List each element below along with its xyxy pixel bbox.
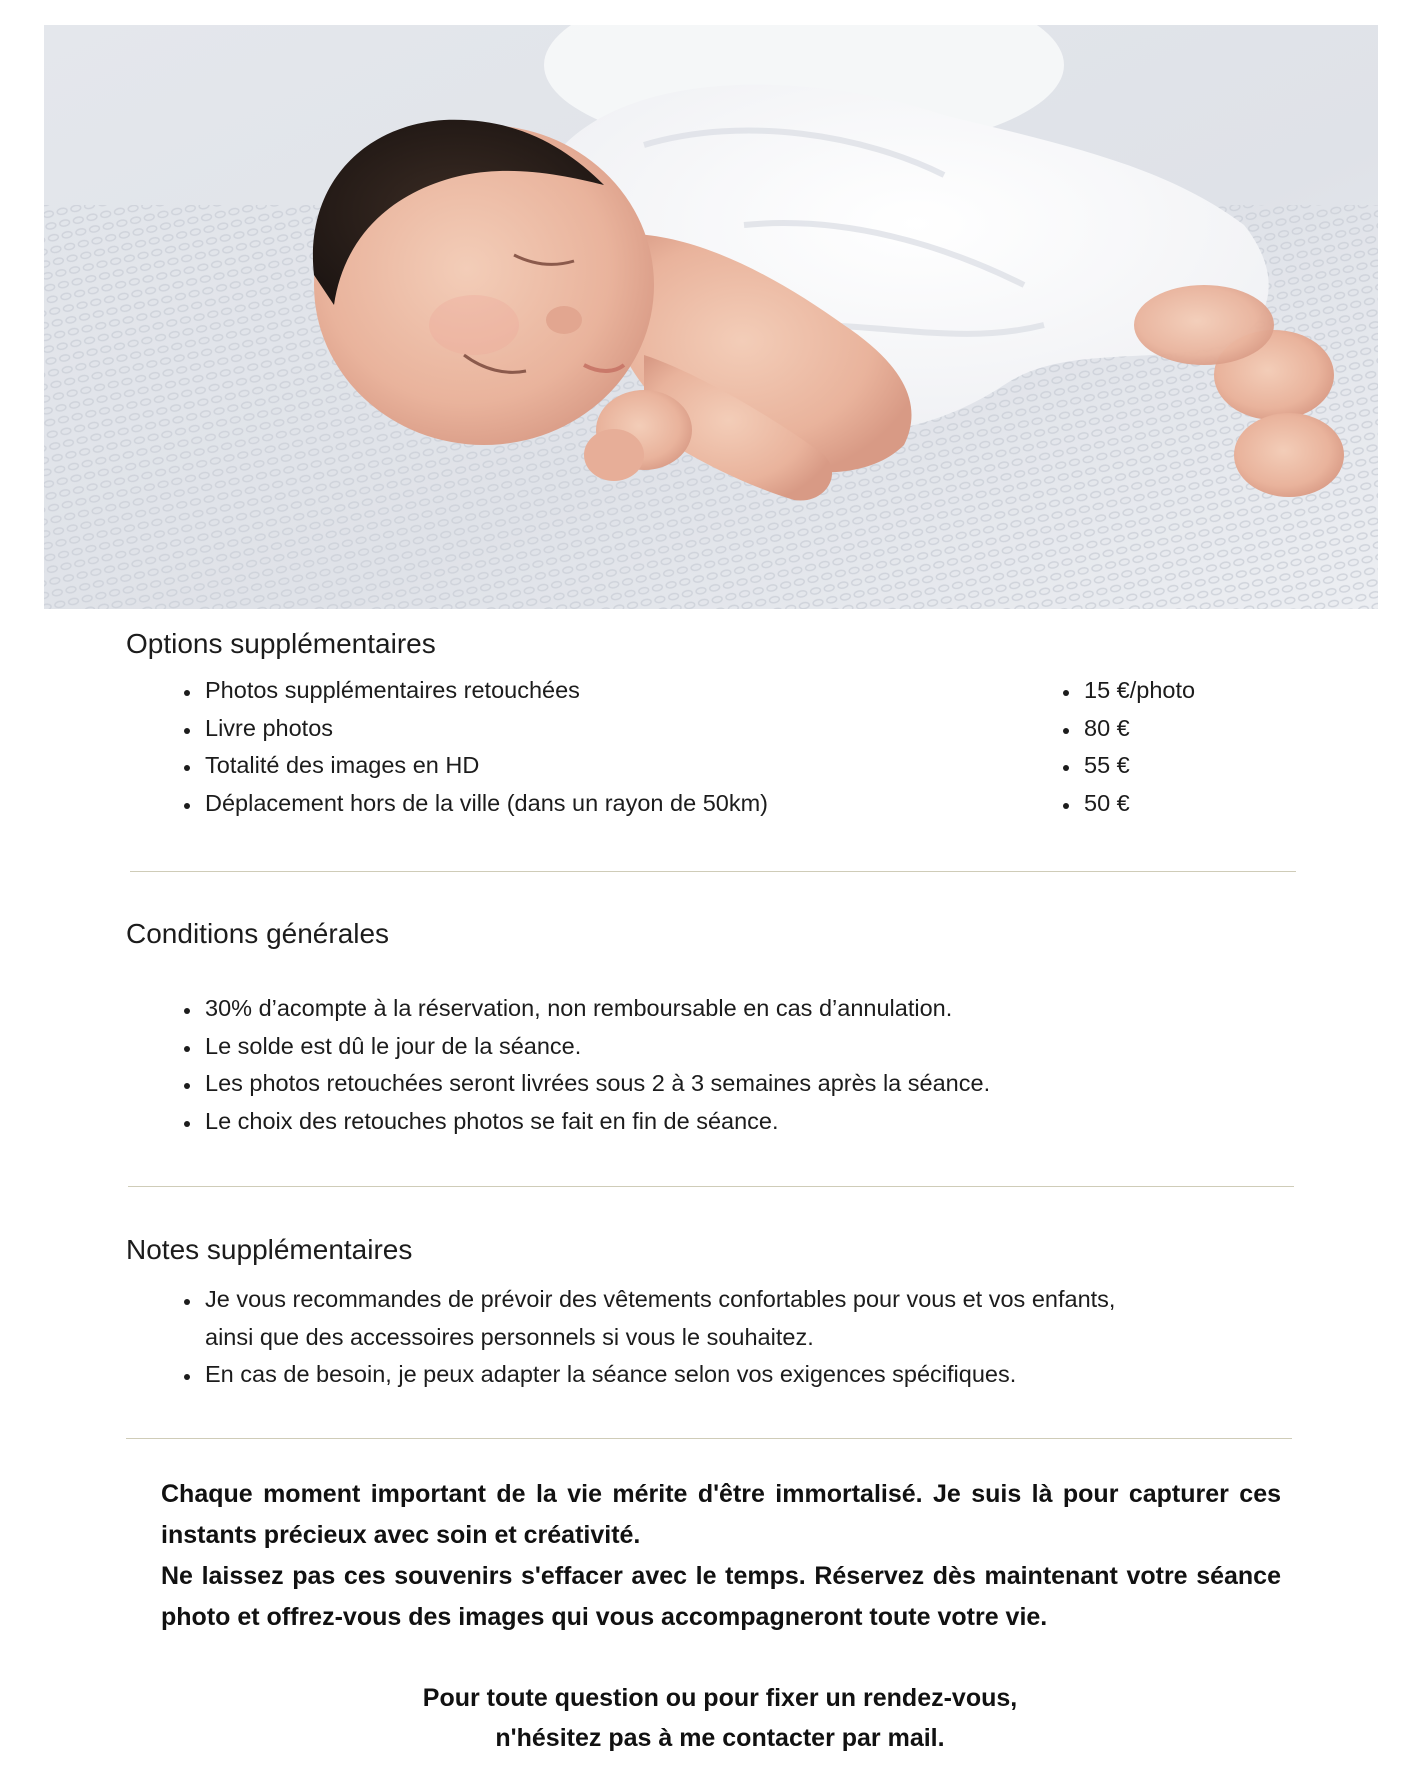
price-item: • 55 € xyxy=(1081,747,1321,785)
divider xyxy=(130,871,1296,872)
list-item: • Le solde est dû le jour de la séance. xyxy=(202,1028,1302,1066)
conditions-title: Conditions générales xyxy=(126,918,390,949)
options-list xyxy=(174,672,1002,823)
list-item: • Les photos retouchées seront livrées sous 2 à 3 semaines après la séance. xyxy=(202,1065,1302,1103)
notes-title: Notes supplémentaires xyxy=(126,1234,413,1265)
list-item: • Le choix des retouches photos se fait en fin de séance. xyxy=(202,1103,1302,1141)
divider xyxy=(126,1438,1292,1439)
closing-message xyxy=(161,1474,1281,1638)
price-item: • 80 € xyxy=(1081,710,1321,748)
conditions-list xyxy=(174,990,1302,1141)
closing-paragraph-2: Ne laissez pas ces souvenirs s'effacer avec le temps. Réservez dès maintenant votre séance photo et offrez-vous des images qui vous accompagneront toute votre vie. xyxy=(161,1562,1281,1631)
list-item: • En cas de besoin, je peux adapter la séance selon vos exigences spécifiques. xyxy=(202,1356,1142,1394)
newborn-photo-illustration xyxy=(44,25,1378,609)
list-item: • 30% d’acompte à la réservation, non remboursable en cas d’annulation. xyxy=(202,990,1302,1028)
price-item: • 15 €/photo xyxy=(1081,672,1321,710)
contact-line-1: Pour toute question ou pour fixer un rendez-vous, xyxy=(422,1684,1018,1712)
list-item: • Déplacement hors de la ville (dans un rayon de 50km) xyxy=(202,785,1002,823)
newborn-photo xyxy=(44,25,1378,609)
list-item: • Je vous recommandes de prévoir des vêtements confortables pour vous et vos enfants, ainsi que des accessoires personnels si vous le souhaitez. xyxy=(202,1281,1142,1356)
options-title: Options supplémentaires xyxy=(126,628,436,659)
list-item: • Photos supplémentaires retouchées xyxy=(202,672,1002,710)
list-item: • Livre photos xyxy=(202,710,1002,748)
list-item: • Totalité des images en HD xyxy=(202,747,1002,785)
notes-list xyxy=(174,1281,1142,1394)
divider xyxy=(128,1186,1294,1187)
price-item: • 50 € xyxy=(1081,785,1321,823)
contact-line-2: n'hésitez pas à me contacter par mail. xyxy=(495,1724,945,1752)
options-prices-list xyxy=(1053,672,1321,823)
closing-paragraph-1: Chaque moment important de la vie mérite d'être immortalisé. Je suis là pour capturer ces instants précieux avec soin et créativité. xyxy=(161,1480,1281,1549)
contact-message xyxy=(200,1678,1240,1758)
